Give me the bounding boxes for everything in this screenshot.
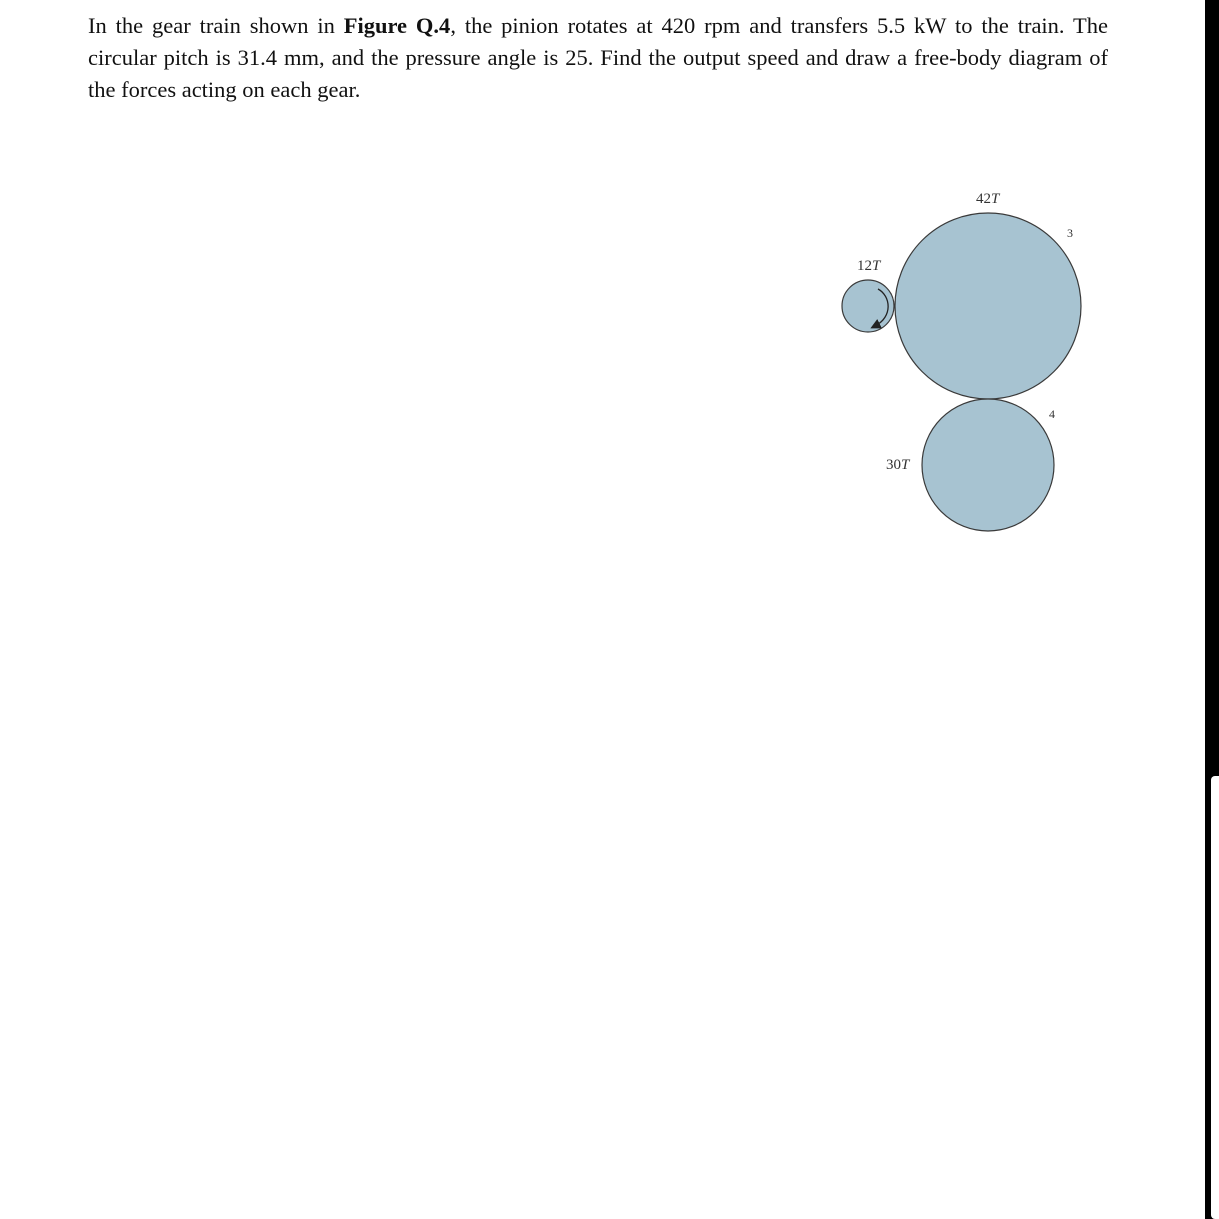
figure-reference: Figure Q.4 bbox=[343, 13, 451, 38]
pinion-gear bbox=[842, 280, 894, 332]
gear-4 bbox=[922, 399, 1054, 531]
gear-4-teeth-label: 30T bbox=[886, 457, 910, 473]
gear-train-diagram bbox=[0, 0, 1200, 560]
pinion-teeth-label: 12T bbox=[857, 258, 881, 274]
problem-text-part2: , the pinion rotates at 420 rpm and transfers 5.5 kW to the train. The circular pitch is 31.4 mm, and the pressure angle is 25. Find the output speed and draw a free-body diagram of the forces acting on each gear. bbox=[88, 13, 1109, 102]
gear-3 bbox=[895, 213, 1081, 399]
problem-text-part1: In the gear train shown in bbox=[88, 13, 344, 38]
scrollbar-thumb[interactable] bbox=[1211, 776, 1219, 1219]
gear-3-number-label: 3 bbox=[1067, 226, 1073, 240]
gear-3-teeth-label: 42T bbox=[976, 191, 1000, 207]
gear-4-number-label: 4 bbox=[1049, 407, 1055, 421]
